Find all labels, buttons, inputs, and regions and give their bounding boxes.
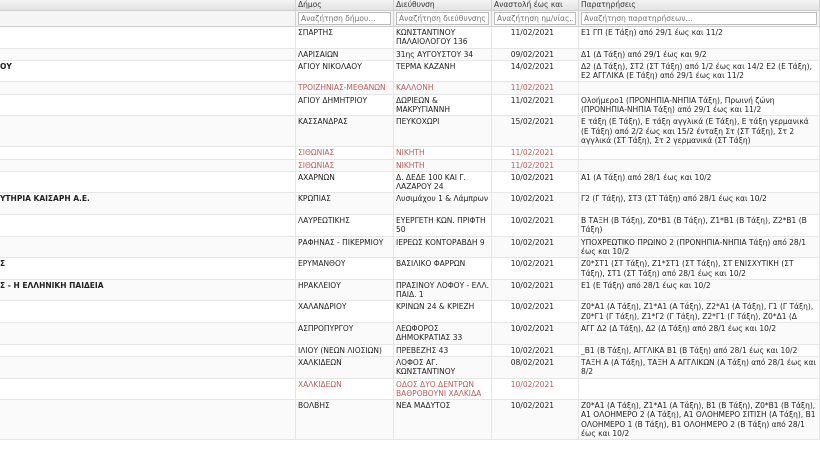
cell-address: Δ. ΔΕΔΕ 100 ΚΑΙ Γ. ΛΑΖΑΡΟΥ 24	[394, 172, 492, 193]
cell-suspension-date: 10/02/2021	[492, 323, 579, 344]
header-notes[interactable]: Παρατηρήσεις	[579, 0, 820, 10]
cell-school-name: ΟΥ	[0, 61, 296, 82]
cell-dimos: ΛΑΡΙΣΑΙΩΝ	[296, 49, 394, 60]
cell-school-name	[0, 172, 296, 193]
cell-dimos: ΤΡΟΙΖΗΝΙΑΣ-ΜΕΘΑΝΩΝ	[296, 82, 394, 93]
cell-suspension-date: 10/02/2021	[492, 379, 579, 400]
cell-notes: Ε1 (Ε Τάξη) από 28/1 έως και 10/2	[579, 280, 820, 301]
cell-suspension-date: 10/02/2021	[492, 193, 579, 214]
table-row[interactable]	[0, 400, 820, 440]
cell-school-name	[0, 82, 296, 93]
cell-school-name	[0, 147, 296, 158]
table-row[interactable]	[0, 27, 820, 49]
cell-notes: Ε1 ΓΠ (Ε Τάξη) από 29/1 έως και 11/2	[579, 27, 820, 48]
cell-dimos: ΡΑΦΗΝΑΣ - ΠΙΚΕΡΜΙΟΥ	[296, 237, 394, 258]
table-row[interactable]	[0, 116, 820, 147]
cell-notes	[579, 82, 820, 93]
cell-address: ΙΕΡΕΩΣ ΚΟΝΤΟΡΑΒΔΗ 9	[394, 237, 492, 258]
table-row[interactable]	[0, 49, 820, 61]
cell-address: ΝΕΑ ΜΑΔΥΤΟΣ	[394, 400, 492, 439]
filter-address-cell	[394, 11, 492, 26]
cell-suspension-date: 14/02/2021	[492, 61, 579, 82]
notes-search-input[interactable]	[581, 12, 817, 25]
cell-suspension-date: 11/02/2021	[492, 95, 579, 116]
cell-school-name	[0, 215, 296, 236]
cell-dimos: ΣΠΑΡΤΗΣ	[296, 27, 394, 48]
cell-notes: Α1 (Α Τάξη) από 28/1 έως και 10/2	[579, 172, 820, 193]
filter-dimos-cell	[296, 11, 394, 26]
cell-address: Λυσιμάχου 1 & Λάμπρων	[394, 193, 492, 214]
cell-address: ΠΕΥΚΟΧΩΡΙ	[394, 116, 492, 146]
cell-address: ΠΡΕΒΕΖΗΣ 43	[394, 345, 492, 356]
cell-dimos: ΑΧΑΡΝΩΝ	[296, 172, 394, 193]
cell-school-name	[0, 345, 296, 356]
address-search-input[interactable]	[396, 12, 489, 25]
cell-suspension-date: 10/02/2021	[492, 215, 579, 236]
cell-suspension-date: 10/02/2021	[492, 345, 579, 356]
table-row[interactable]	[0, 61, 820, 83]
cell-suspension-date: 09/02/2021	[492, 49, 579, 60]
table-body	[0, 27, 820, 440]
table-row[interactable]	[0, 147, 820, 159]
cell-address: ΚΩΝΣΤΑΝΤΙΝΟΥ ΠΑΛΑΙΟΛΟΓΟΥ 136	[394, 27, 492, 48]
cell-notes: Ζ0*Α1 (Α Τάξη), Ζ1*Α1 (Α Τάξη), Β1 (Β Τάξη), Ζ0*Β1 (Β Τάξη), Α1 ΟΛΟΗΜΕΡΟ 2 (Α Τάξη), Α1 ΟΛΟΗΜΕΡΟ ΣΙΤΙΣΗ (Α Τάξη), Β1 ΟΛΟΗΜΕΡΟ 1 (Β Τάξη), Β1 ΟΛΟΗΜΕΡΟ 2 (Β Τάξη) από 28/1 έως και 10/2	[579, 400, 820, 439]
cell-school-name: ΥΤΗΡΙΑ ΚΑΙΣΑΡΗ Α.Ε.	[0, 193, 296, 214]
filter-row	[0, 11, 820, 27]
cell-notes	[579, 147, 820, 158]
filter-date-cell	[492, 11, 579, 26]
cell-notes: Δ2 (Δ Τάξη), ΣΤ2 (ΣΤ Τάξη) από 1/2 έως και 14/2 Ε2 (Ε Τάξη), Ε2 ΑΓΓΛΙΚΑ (Ε Τάξη) από 29/1 έως και 11/2	[579, 61, 820, 82]
cell-dimos: ΙΛΙΟΥ (ΝΕΩΝ ΛΙΟΣΙΩΝ)	[296, 345, 394, 356]
cell-dimos: ΚΡΩΠΙΑΣ	[296, 193, 394, 214]
table-row[interactable]	[0, 258, 820, 280]
cell-address: ΚΡΙΝΩΝ 24 & ΚΡΙΕΖΗ	[394, 301, 492, 322]
cell-suspension-date: 11/02/2021	[492, 147, 579, 158]
cell-dimos: ΚΑΣΣΑΝΔΡΑΣ	[296, 116, 394, 146]
cell-dimos: ΗΡΑΚΛΕΙΟΥ	[296, 280, 394, 301]
cell-suspension-date: 10/02/2021	[492, 237, 579, 258]
cell-school-name	[0, 95, 296, 116]
cell-dimos: ΑΣΠΡΟΠΥΡΓΟΥ	[296, 323, 394, 344]
cell-dimos: ΑΓΙΟΥ ΔΗΜΗΤΡΙΟΥ	[296, 95, 394, 116]
cell-notes	[579, 379, 820, 400]
cell-notes: Β ΤΑΞΗ (Β Τάξη), Ζ0*Β1 (Β Τάξη), Ζ1*Β1 (Β Τάξη), Ζ2*Β1 (Β Τάξη)	[579, 215, 820, 236]
cell-school-name	[0, 49, 296, 60]
cell-address: ΕΥΕΡΓΕΤΗ ΚΩΝ. ΠΡΙΦΤΗ 50	[394, 215, 492, 236]
cell-school-name	[0, 160, 296, 171]
header-name[interactable]	[0, 0, 296, 10]
cell-school-name	[0, 357, 296, 378]
cell-school-name	[0, 116, 296, 146]
cell-school-name	[0, 400, 296, 439]
table-row[interactable]	[0, 237, 820, 259]
table-row[interactable]	[0, 323, 820, 345]
cell-address: ΔΩΡΙΕΩΝ & ΜΑΚΡΥΓΙΑΝΝΗ	[394, 95, 492, 116]
table-row[interactable]	[0, 172, 820, 194]
filter-name-cell	[0, 11, 296, 26]
cell-dimos: ΣΙΘΩΝΙΑΣ	[296, 160, 394, 171]
header-suspension-date[interactable]: Αναστολή έως και	[492, 0, 579, 10]
cell-address: ΝΙΚΗΤΗ	[394, 147, 492, 158]
table-row[interactable]	[0, 379, 820, 401]
cell-address: ΛΟΦΟΣ ΑΓ. ΚΩΝΣΤΑΝΤΙΝΟΥ	[394, 357, 492, 378]
cell-address: ΒΑΣΙΛΙΚΟ ΦΑΡΡΩΝ	[394, 258, 492, 279]
cell-school-name: Σ - Η ΕΛΛΗΝΙΚΗ ΠΑΙΔΕΙΑ	[0, 280, 296, 301]
cell-suspension-date: 08/02/2021	[492, 357, 579, 378]
table-row[interactable]	[0, 95, 820, 117]
cell-notes: Ζ0*ΣΤ1 (ΣΤ Τάξη), Ζ1*ΣΤ1 (ΣΤ Τάξη), ΣΤ ΕΝΙΣΧΥΤΙΚΗ (ΣΤ Τάξη), ΣΤ1 (ΣΤ Τάξη) από 28/1 έως και 10/2	[579, 258, 820, 279]
cell-dimos: ΧΑΛΑΝΔΡΙΟΥ	[296, 301, 394, 322]
table-row[interactable]	[0, 357, 820, 379]
cell-school-name	[0, 323, 296, 344]
cell-suspension-date: 10/02/2021	[492, 301, 579, 322]
cell-suspension-date: 11/02/2021	[492, 27, 579, 48]
cell-suspension-date: 10/02/2021	[492, 280, 579, 301]
column-headers	[0, 0, 820, 11]
cell-dimos: ΑΓΙΟΥ ΝΙΚΟΛΑΟΥ	[296, 61, 394, 82]
cell-suspension-date: 11/02/2021	[492, 160, 579, 171]
cell-suspension-date: 10/02/2021	[492, 172, 579, 193]
cell-notes: ΤΑΞΗ Α (Α Τάξη), ΤΑΞΗ Α ΑΓΓΛΙΚΩΝ (Α Τάξη) από 28/1 έως και 8/2	[579, 357, 820, 378]
table-row[interactable]	[0, 215, 820, 237]
cell-suspension-date: 10/02/2021	[492, 258, 579, 279]
table-row[interactable]	[0, 160, 820, 172]
header-address[interactable]: Διεύθυνση	[394, 0, 492, 10]
cell-school-name: Σ	[0, 258, 296, 279]
cell-notes: Ε τάξη (Ε Τάξη), Ε τάξη αγγλικά (Ε Τάξη), Ε τάξη γερμανικά (Ε Τάξη) από 2/2 έως και 15/2 ένταξη Στ (ΣΤ Τάξη), Στ 2 αγγλικά (ΣΤ Τάξη), Στ 2 γερμανικά (ΣΤ Τάξη)	[579, 116, 820, 146]
cell-notes	[579, 160, 820, 171]
cell-notes: ΥΠΟΧΡΕΩΤΙΚΟ ΠΡΩΙΝΟ 2 (ΠΡΟΝΗΠΙΑ-ΝΗΠΙΑ Τάξη) από 28/1 έως και 10/2	[579, 237, 820, 258]
table-row[interactable]	[0, 82, 820, 94]
cell-notes: Γ2 (Γ Τάξη), ΣΤ3 (ΣΤ Τάξη) από 28/1 έως και 10/2	[579, 193, 820, 214]
header-dimos[interactable]: Δήμος	[296, 0, 394, 10]
cell-dimos: ΣΙΘΩΝΙΑΣ	[296, 147, 394, 158]
table-row[interactable]	[0, 345, 820, 357]
cell-dimos: ΒΟΛΒΗΣ	[296, 400, 394, 439]
cell-school-name	[0, 27, 296, 48]
cell-notes: Ζ0*Α1 (Α Τάξη), Ζ1*Α1 (Α Τάξη), Ζ2*Α1 (Α Τάξη), Γ1 (Γ Τάξη), Ζ0*Γ1 (Γ Τάξη), Ζ1*Γ2 (Γ Τάξη), Ζ2*Γ1 (Γ Τάξη), Ζ0*Δ1 (Δ	[579, 301, 820, 322]
cell-notes: ΑΓΓ Δ2 (Δ Τάξη), Δ2 (Δ Τάξη) από 28/1 έως και 10/2	[579, 323, 820, 344]
cell-suspension-date: 15/02/2021	[492, 116, 579, 146]
cell-school-name	[0, 379, 296, 400]
table-row[interactable]	[0, 193, 820, 215]
cell-notes: _Β1 (Β Τάξη), ΑΓΓΛΙΚΑ Β1 (Β Τάξη) από 28/1 έως και 10/2	[579, 345, 820, 356]
cell-dimos: ΕΡΥΜΑΝΘΟΥ	[296, 258, 394, 279]
cell-address: ΟΔΟΣ ΔΥΟ ΔΕΝΤΡΩΝ ΒΑΘΡΟΒΟΥΝΙ ΧΑΛΚΙΔΑ	[394, 379, 492, 400]
filter-notes-cell	[579, 11, 820, 26]
date-search-input[interactable]	[494, 12, 576, 25]
cell-address: ΚΑΛΛΟΝΗ	[394, 82, 492, 93]
cell-notes: Ολοήμερο1 (ΠΡΟΝΗΠΙΑ-ΝΗΠΙΑ Τάξη), Πρωινή ζώνη (ΠΡΟΝΗΠΙΑ-ΝΗΠΙΑ Τάξη) από 29/1 έως και 11/2	[579, 95, 820, 116]
table-row[interactable]	[0, 280, 820, 302]
cell-notes: Δ1 (Δ Τάξη) από 29/1 έως και 9/2	[579, 49, 820, 60]
cell-address: 31ης ΑΥΓΟΥΣΤΟΥ 34	[394, 49, 492, 60]
cell-address: ΠΡΑΣΙΝΟΥ ΛΟΦΟΥ - ΕΛΛ. ΠΑΙΔ. 1	[394, 280, 492, 301]
table-row[interactable]	[0, 301, 820, 323]
cell-dimos: ΧΑΛΚΙΔΕΩΝ	[296, 357, 394, 378]
cell-suspension-date: 11/02/2021	[492, 82, 579, 93]
cell-dimos: ΧΑΛΚΙΔΕΩΝ	[296, 379, 394, 400]
cell-address: ΝΙΚΗΤΗ	[394, 160, 492, 171]
cell-dimos: ΛΑΥΡΕΩΤΙΚΗΣ	[296, 215, 394, 236]
cell-address: ΛΕΩΦΟΡΟΣ ΔΗΜΟΚΡΑΤΙΑΣ 33	[394, 323, 492, 344]
cell-school-name	[0, 237, 296, 258]
cell-suspension-date: 10/02/2021	[492, 400, 579, 439]
cell-address: ΤΕΡΜΑ ΚΑΖΑΝΗ	[394, 61, 492, 82]
dimos-search-input[interactable]	[298, 12, 391, 25]
cell-school-name	[0, 301, 296, 322]
